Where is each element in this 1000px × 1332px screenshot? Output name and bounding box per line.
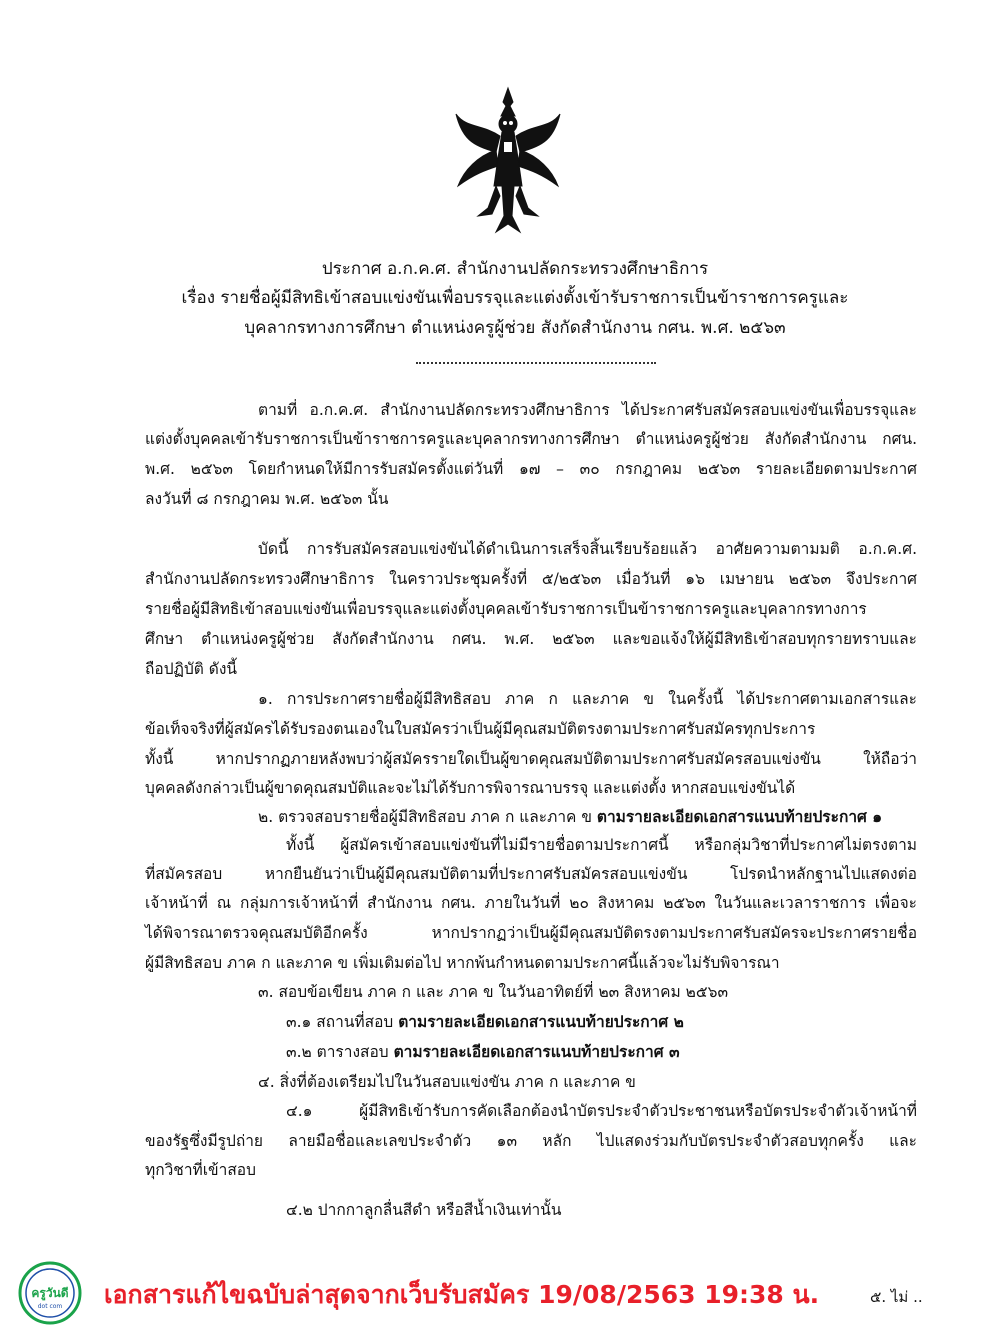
item1-line: ๑. การประกาศรายชื่อผู้มีสิทธิสอบ ภาค ก และภาค ข ในครั้งนี้ ได้ประกาศตามเอกสารและ xyxy=(258,690,917,708)
item3-sub1 xyxy=(286,1011,684,1033)
item3-sub1-ref: ตามรายละเอียดเอกสารแนบท้ายประกาศ ๒ xyxy=(398,1012,684,1031)
para2-line: ศึกษา ตำแหน่งครูผู้ช่วย สังกัดสำนักงาน กศน. พ.ศ. ๒๕๖๓ และขอแจ้งให้ผู้มีสิทธิเข้าสอบทุกรายทราบและ xyxy=(145,630,917,648)
para1-line: พ.ศ. ๒๕๖๓ โดยกำหนดให้มีการรับสมัครตั้งแต่วันที่ ๑๗ – ๓๐ กรกฎาคม ๒๕๖๓ รายละเอียดตามประกาศ xyxy=(145,460,917,478)
kruwandee-logo xyxy=(18,1261,82,1325)
logo-text: ครูวันดี xyxy=(31,1286,69,1300)
item4-title: ๔. สิ่งที่ต้องเตรียมไปในวันสอบแข่งขัน ภาค ก และภาค ข xyxy=(258,1073,636,1091)
item3-title: ๓. สอบข้อเขียน ภาค ก และ ภาค ข ในวันอาทิตย์ที่ ๒๓ สิงหาคม ๒๕๖๓ xyxy=(258,983,729,1001)
update-notice: เอกสารแก้ไขฉบับล่าสุดจากเว็บรับสมัคร 19/08/2563 19:38 น. xyxy=(104,1280,820,1309)
item2-lead: ๒. ตรวจสอบรายชื่อผู้มีสิทธิสอบ ภาค ก และภาค ข xyxy=(258,808,592,826)
item1-line: ทั้งนี้ หากปรากฏภายหลังพบว่าผู้สมัครรายใดเป็นผู้ขาดคุณสมบัติตามประกาศรับสมัครสอบแข่งขัน ให้ถือว่า xyxy=(145,750,917,768)
para1-line: ตามที่ อ.ก.ค.ศ. สำนักงานปลัดกระทรวงศึกษาธิการ ได้ประกาศรับสมัครสอบแข่งขันเพื่อบรรจุและ xyxy=(258,401,917,419)
item2-heading xyxy=(258,806,882,828)
logo-subtext: dot com xyxy=(37,1303,63,1310)
announcement-subject-cont: บุคลากรทางการศึกษา ตำแหน่งครูผู้ช่วย สังกัดสำนักงาน กศน. พ.ศ. ๒๕๖๓ xyxy=(244,318,786,338)
para2-line: ถือปฏิบัติ ดังนี้ xyxy=(145,660,238,678)
item4-sub2: ๔.๒ ปากกาลูกลื่นสีดำ หรือสีน้ำเงินเท่านั้น xyxy=(286,1201,562,1219)
item4-sub1-line: ของรัฐซึ่งมีรูปถ่าย ลายมือชื่อและเลขประจำตัว ๑๓ หลัก ไปแสดงร่วมกับบัตรประจำตัวสอบทุกครั้ง และ xyxy=(145,1132,917,1150)
item3-sub2 xyxy=(286,1041,680,1063)
para1-line: ลงวันที่ ๘ กรกฎาคม พ.ศ. ๒๕๖๓ นั้น xyxy=(145,490,389,508)
item2-line: ทั้งนี้ ผู้สมัครเข้าสอบแข่งขันที่ไม่มีรายชื่อตามประกาศนี้ หรือกลุ่มวิชาที่ประกาศไม่ตรงตาม xyxy=(286,836,917,854)
separator-dots xyxy=(416,362,656,364)
item3-sub2-ref: ตามรายละเอียดเอกสารแนบท้ายประกาศ ๓ xyxy=(393,1042,680,1061)
item2-line: ผู้มีสิทธิสอบ ภาค ก และภาค ข เพิ่มเติมต่อไป หากพ้นกำหนดตามประกาศนี้แล้วจะไม่รับพิจารณา xyxy=(145,954,780,972)
item1-line: บุคคลดังกล่าวเป็นผู้ขาดคุณสมบัติและจะไม่ได้รับการพิจารณาบรรจุ และแต่งตั้ง หากสอบแข่งขันได้ xyxy=(145,779,796,797)
garuda-emblem xyxy=(452,86,564,234)
announcement-subject: เรื่อง รายชื่อผู้มีสิทธิเข้าสอบแข่งขันเพื่อบรรจุและแต่งตั้งเข้ารับราชการเป็นข้าราชการครูและ xyxy=(181,288,849,308)
item1-line: ข้อเท็จจริงที่ผู้สมัครได้รับรองตนเองในใบสมัครว่าเป็นผู้มีคุณสมบัติตรงตามประกาศรับสมัครทุกประการ xyxy=(145,720,816,738)
announcement-title: ประกาศ อ.ก.ค.ศ. สำนักงานปลัดกระทรวงศึกษาธิการ xyxy=(321,259,709,279)
para2-line: สำนักงานปลัดกระทรวงศึกษาธิการ ในคราวประชุมครั้งที่ ๕/๒๕๖๓ เมื่อวันที่ ๑๖ เมษายน ๒๕๖๓ จึงประกาศ xyxy=(145,570,917,588)
item4-sub1-line: ทุกวิชาที่เข้าสอบ xyxy=(145,1161,256,1179)
item3-sub2-lead: ๓.๒ ตารางสอบ xyxy=(286,1043,389,1061)
item4-sub1-line: ๔.๑ ผู้มีสิทธิเข้ารับการคัดเลือกต้องนำบัตรประจำตัวประชาชนหรือบัตรประจำตัวเจ้าหน้าที่ xyxy=(286,1102,917,1120)
item2-line: ที่สมัครสอบ หากยืนยันว่าเป็นผู้มีคุณสมบัติตามที่ประกาศรับสมัครสอบแข่งขัน โปรดนำหลักฐานไปแสดงต่อ xyxy=(145,865,917,883)
item2-line: เจ้าหน้าที่ ณ กลุ่มการเจ้าหน้าที่ สำนักงาน กศน. ภายในวันที่ ๒๐ สิงหาคม ๒๕๖๓ ในวันและเวลาราชการ เพื่อจะ xyxy=(145,894,917,912)
next-page-indicator: ๕. ไม่ .. xyxy=(870,1288,923,1306)
item2-line: ได้พิจารณาตรวจคุณสมบัติอีกครั้ง หากปรากฏว่าเป็นผู้มีคุณสมบัติตรงตามประกาศรับสมัครจะประกาศรายชื่อ xyxy=(145,924,917,942)
para2-line: บัดนี้ การรับสมัครสอบแข่งขันได้ดำเนินการเสร็จสิ้นเรียบร้อยแล้ว อาศัยความตามมติ อ.ก.ค.ศ. xyxy=(258,540,917,558)
para2-line: รายชื่อผู้มีสิทธิเข้าสอบแข่งขันเพื่อบรรจุและแต่งตั้งบุคคลเข้ารับราชการเป็นข้าราชการครูและบุคลากรทางการ xyxy=(145,600,867,618)
para1-line: แต่งตั้งบุคคลเข้ารับราชการเป็นข้าราชการครูและบุคลากรทางการศึกษา ตำแหน่งครูผู้ช่วย สังกัดสำนักงาน กศน. xyxy=(145,430,917,448)
item3-sub1-lead: ๓.๑ สถานที่สอบ xyxy=(286,1013,394,1031)
item2-attachment-ref: ตามรายละเอียดเอกสารแนบท้ายประกาศ ๑ xyxy=(596,807,883,826)
